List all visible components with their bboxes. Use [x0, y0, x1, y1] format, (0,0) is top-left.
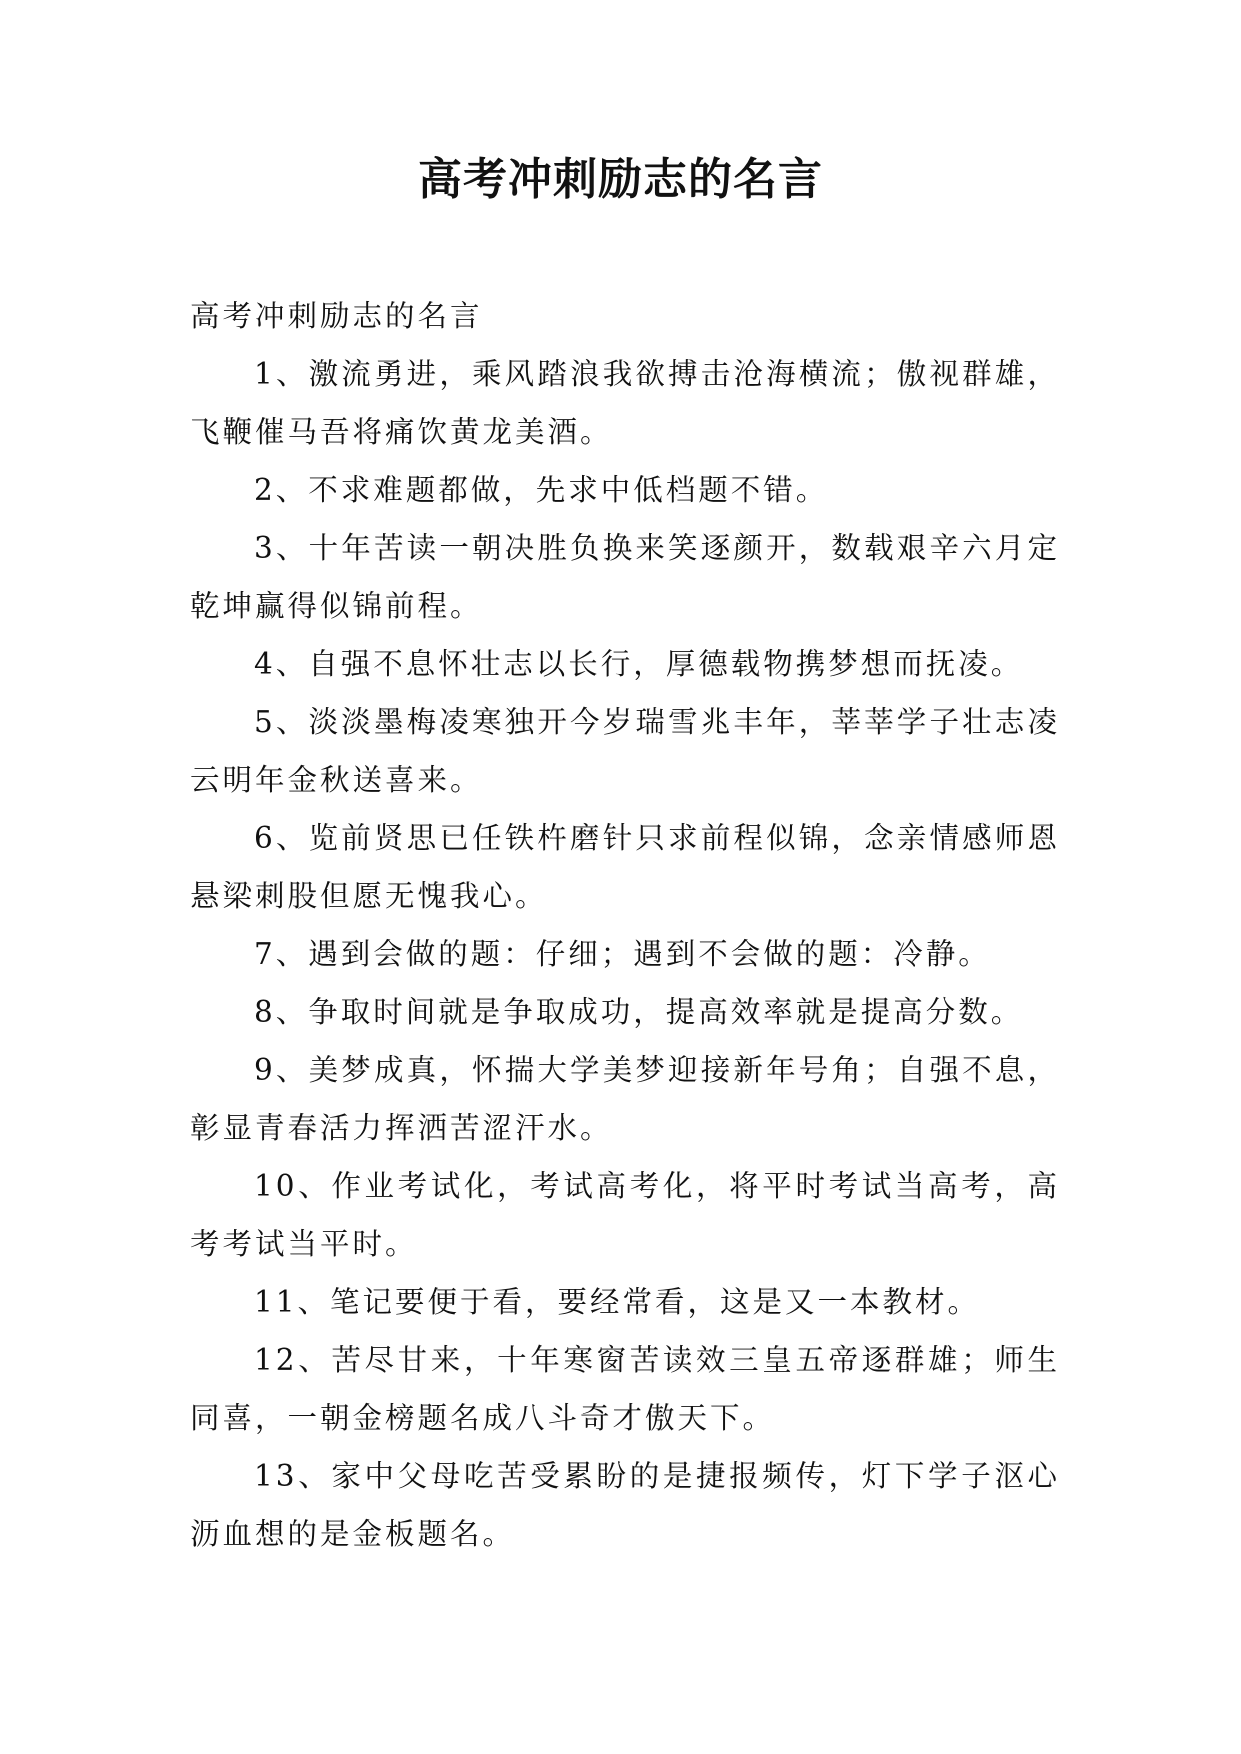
- quote-item-8: 8、争取时间就是争取成功，提高效率就是提高分数。: [254, 995, 1024, 1029]
- document-body: [190, 287, 1060, 1563]
- quote-item-12: 12、苦尽甘来，十年寒窗苦读效三皇五帝逐群雄；师生同喜，一朝金榜题名成八斗奇才傲天下。: [190, 1343, 1060, 1435]
- quote-item-11: 11、笔记要便于看，要经常看，这是又一本教材。: [254, 1285, 981, 1319]
- quote-item-3: 3、十年苦读一朝决胜负换来笑逐颜开，数载艰辛六月定乾坤赢得似锦前程。: [190, 531, 1060, 623]
- document-title: 高考冲刺励志的名言: [418, 154, 823, 205]
- quote-item-6: 6、览前贤思已任铁杵磨针只求前程似锦，念亲情感师恩悬梁刺股但愿无愧我心。: [190, 821, 1060, 913]
- document-subtitle: 高考冲刺励志的名言: [190, 299, 483, 333]
- quote-item-7: 7、遇到会做的题：仔细；遇到不会做的题：冷静。: [254, 937, 991, 971]
- quote-item-1: 1、激流勇进，乘风踏浪我欲搏击沧海横流；傲视群雄，飞鞭催马吾将痛饮黄龙美酒。: [190, 357, 1060, 449]
- quote-item-9: 9、美梦成真，怀揣大学美梦迎接新年号角；自强不息，彰显青春活力挥洒苦涩汗水。: [190, 1053, 1060, 1145]
- quote-item-5: 5、淡淡墨梅凌寒独开今岁瑞雪兆丰年，莘莘学子壮志凌云明年金秋送喜来。: [190, 705, 1060, 797]
- quote-item-4: 4、自强不息怀壮志以长行，厚德载物携梦想而抚凌。: [254, 647, 1024, 681]
- quote-item-2: 2、不求难题都做，先求中低档题不错。: [254, 473, 829, 507]
- quote-item-10: 10、作业考试化，考试高考化，将平时考试当高考，高考考试当平时。: [190, 1169, 1060, 1261]
- quote-item-13: 13、家中父母吃苦受累盼的是捷报频传，灯下学子沤心沥血想的是金板题名。: [190, 1459, 1060, 1551]
